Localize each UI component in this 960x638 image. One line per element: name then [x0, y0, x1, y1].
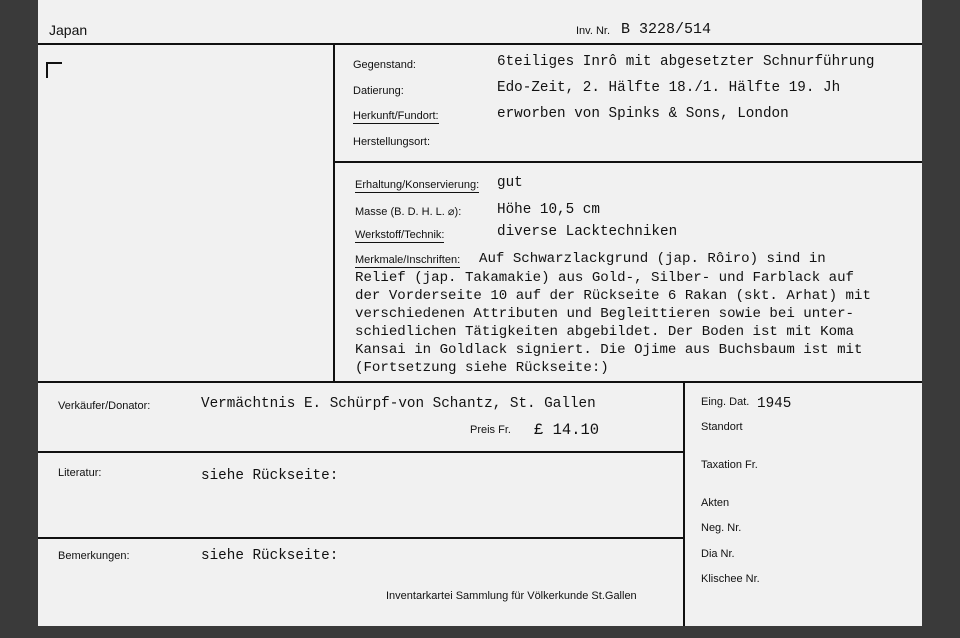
- inv-nr-value: B 3228/514: [621, 21, 712, 38]
- verkaeufer-label: Verkäufer/Donator:: [58, 400, 151, 412]
- eing-dat-label: Eing. Dat.: [701, 396, 750, 408]
- rule-after-seller: [38, 451, 683, 453]
- footer-text: Inventarkartei Sammlung für Völkerkunde St.Gallen: [386, 590, 637, 602]
- rule-vertical-bottom: [683, 383, 685, 626]
- gegenstand-value: 6teiliges Inrô mit abgesetzter Schnurführung: [497, 54, 875, 70]
- herkunft-label: Herkunft/Fundort:: [353, 110, 439, 122]
- werkstoff-value: diverse Lacktechniken: [497, 224, 678, 240]
- merkmale-label: Merkmale/Inschriften:: [355, 254, 461, 266]
- preis-label: Preis Fr.: [470, 424, 511, 436]
- herkunft-value: erworben von Spinks & Sons, London: [497, 106, 789, 122]
- header-region: Japan: [49, 22, 88, 38]
- merkmale-line-2: Relief (jap. Takamakie) aus Gold-, Silber- und Farblack auf: [355, 270, 854, 286]
- erhaltung-label: Erhaltung/Konservierung:: [355, 179, 480, 191]
- inv-nr-label: Inv. Nr.: [576, 25, 611, 37]
- rule-after-literature: [38, 537, 683, 539]
- standort-label: Standort: [701, 421, 743, 433]
- datierung-value: Edo-Zeit, 2. Hälfte 18./1. Hälfte 19. Jh: [497, 80, 841, 96]
- rule-mid-right: [333, 161, 922, 163]
- literatur-label: Literatur:: [58, 467, 102, 479]
- neg-nr-label: Neg. Nr.: [701, 522, 742, 534]
- werkstoff-label: Werkstoff/Technik:: [355, 229, 445, 241]
- bemerkungen-value: siehe Rückseite:: [201, 548, 339, 564]
- herstellungsort-label: Herstellungsort:: [353, 136, 431, 148]
- verkaeufer-value: Vermächtnis E. Schürpf-von Schantz, St. Gallen: [201, 396, 596, 412]
- bemerkungen-label: Bemerkungen:: [58, 550, 130, 562]
- rule-top: [38, 43, 922, 45]
- merkmale-line-6: Kansai in Goldlack signiert. Die Ojime aus Buchsbaum ist mit: [355, 342, 863, 358]
- klischee-nr-label: Klischee Nr.: [701, 573, 760, 585]
- merkmale-text: [355, 269, 871, 377]
- merkmale-line-5: schiedlichen Tätigkeiten abgebildet. Der Boden ist mit Koma: [355, 324, 854, 340]
- rule-vertical-main: [333, 45, 335, 383]
- akten-label: Akten: [701, 497, 730, 509]
- corner-mark: [46, 62, 62, 78]
- datierung-label: Datierung:: [353, 85, 404, 97]
- merkmale-line-3: der Vorderseite 10 auf der Rückseite 6 Rakan (skt. Arhat) mit: [355, 288, 871, 304]
- rule-section: [38, 381, 922, 383]
- merkmale-line-1: Auf Schwarzlackgrund (jap. Rôiro) sind in: [479, 251, 826, 267]
- merkmale-line-7: (Fortsetzung siehe Rückseite:): [355, 360, 609, 376]
- preis-value: £ 14.10: [534, 421, 600, 439]
- eing-dat-value: 1945: [757, 396, 792, 412]
- literatur-value: siehe Rückseite:: [201, 468, 339, 484]
- taxation-label: Taxation Fr.: [701, 459, 758, 471]
- dia-nr-label: Dia Nr.: [701, 548, 735, 560]
- masse-value: Höhe 10,5 cm: [497, 202, 600, 218]
- gegenstand-label: Gegenstand:: [353, 59, 416, 71]
- inventory-card: [38, 0, 922, 626]
- erhaltung-value: gut: [497, 175, 523, 191]
- merkmale-line-4: verschiedenen Attributen und Begleittieren sowie bei unter-: [355, 306, 854, 322]
- masse-label: Masse (B. D. H. L. ⌀):: [355, 206, 462, 218]
